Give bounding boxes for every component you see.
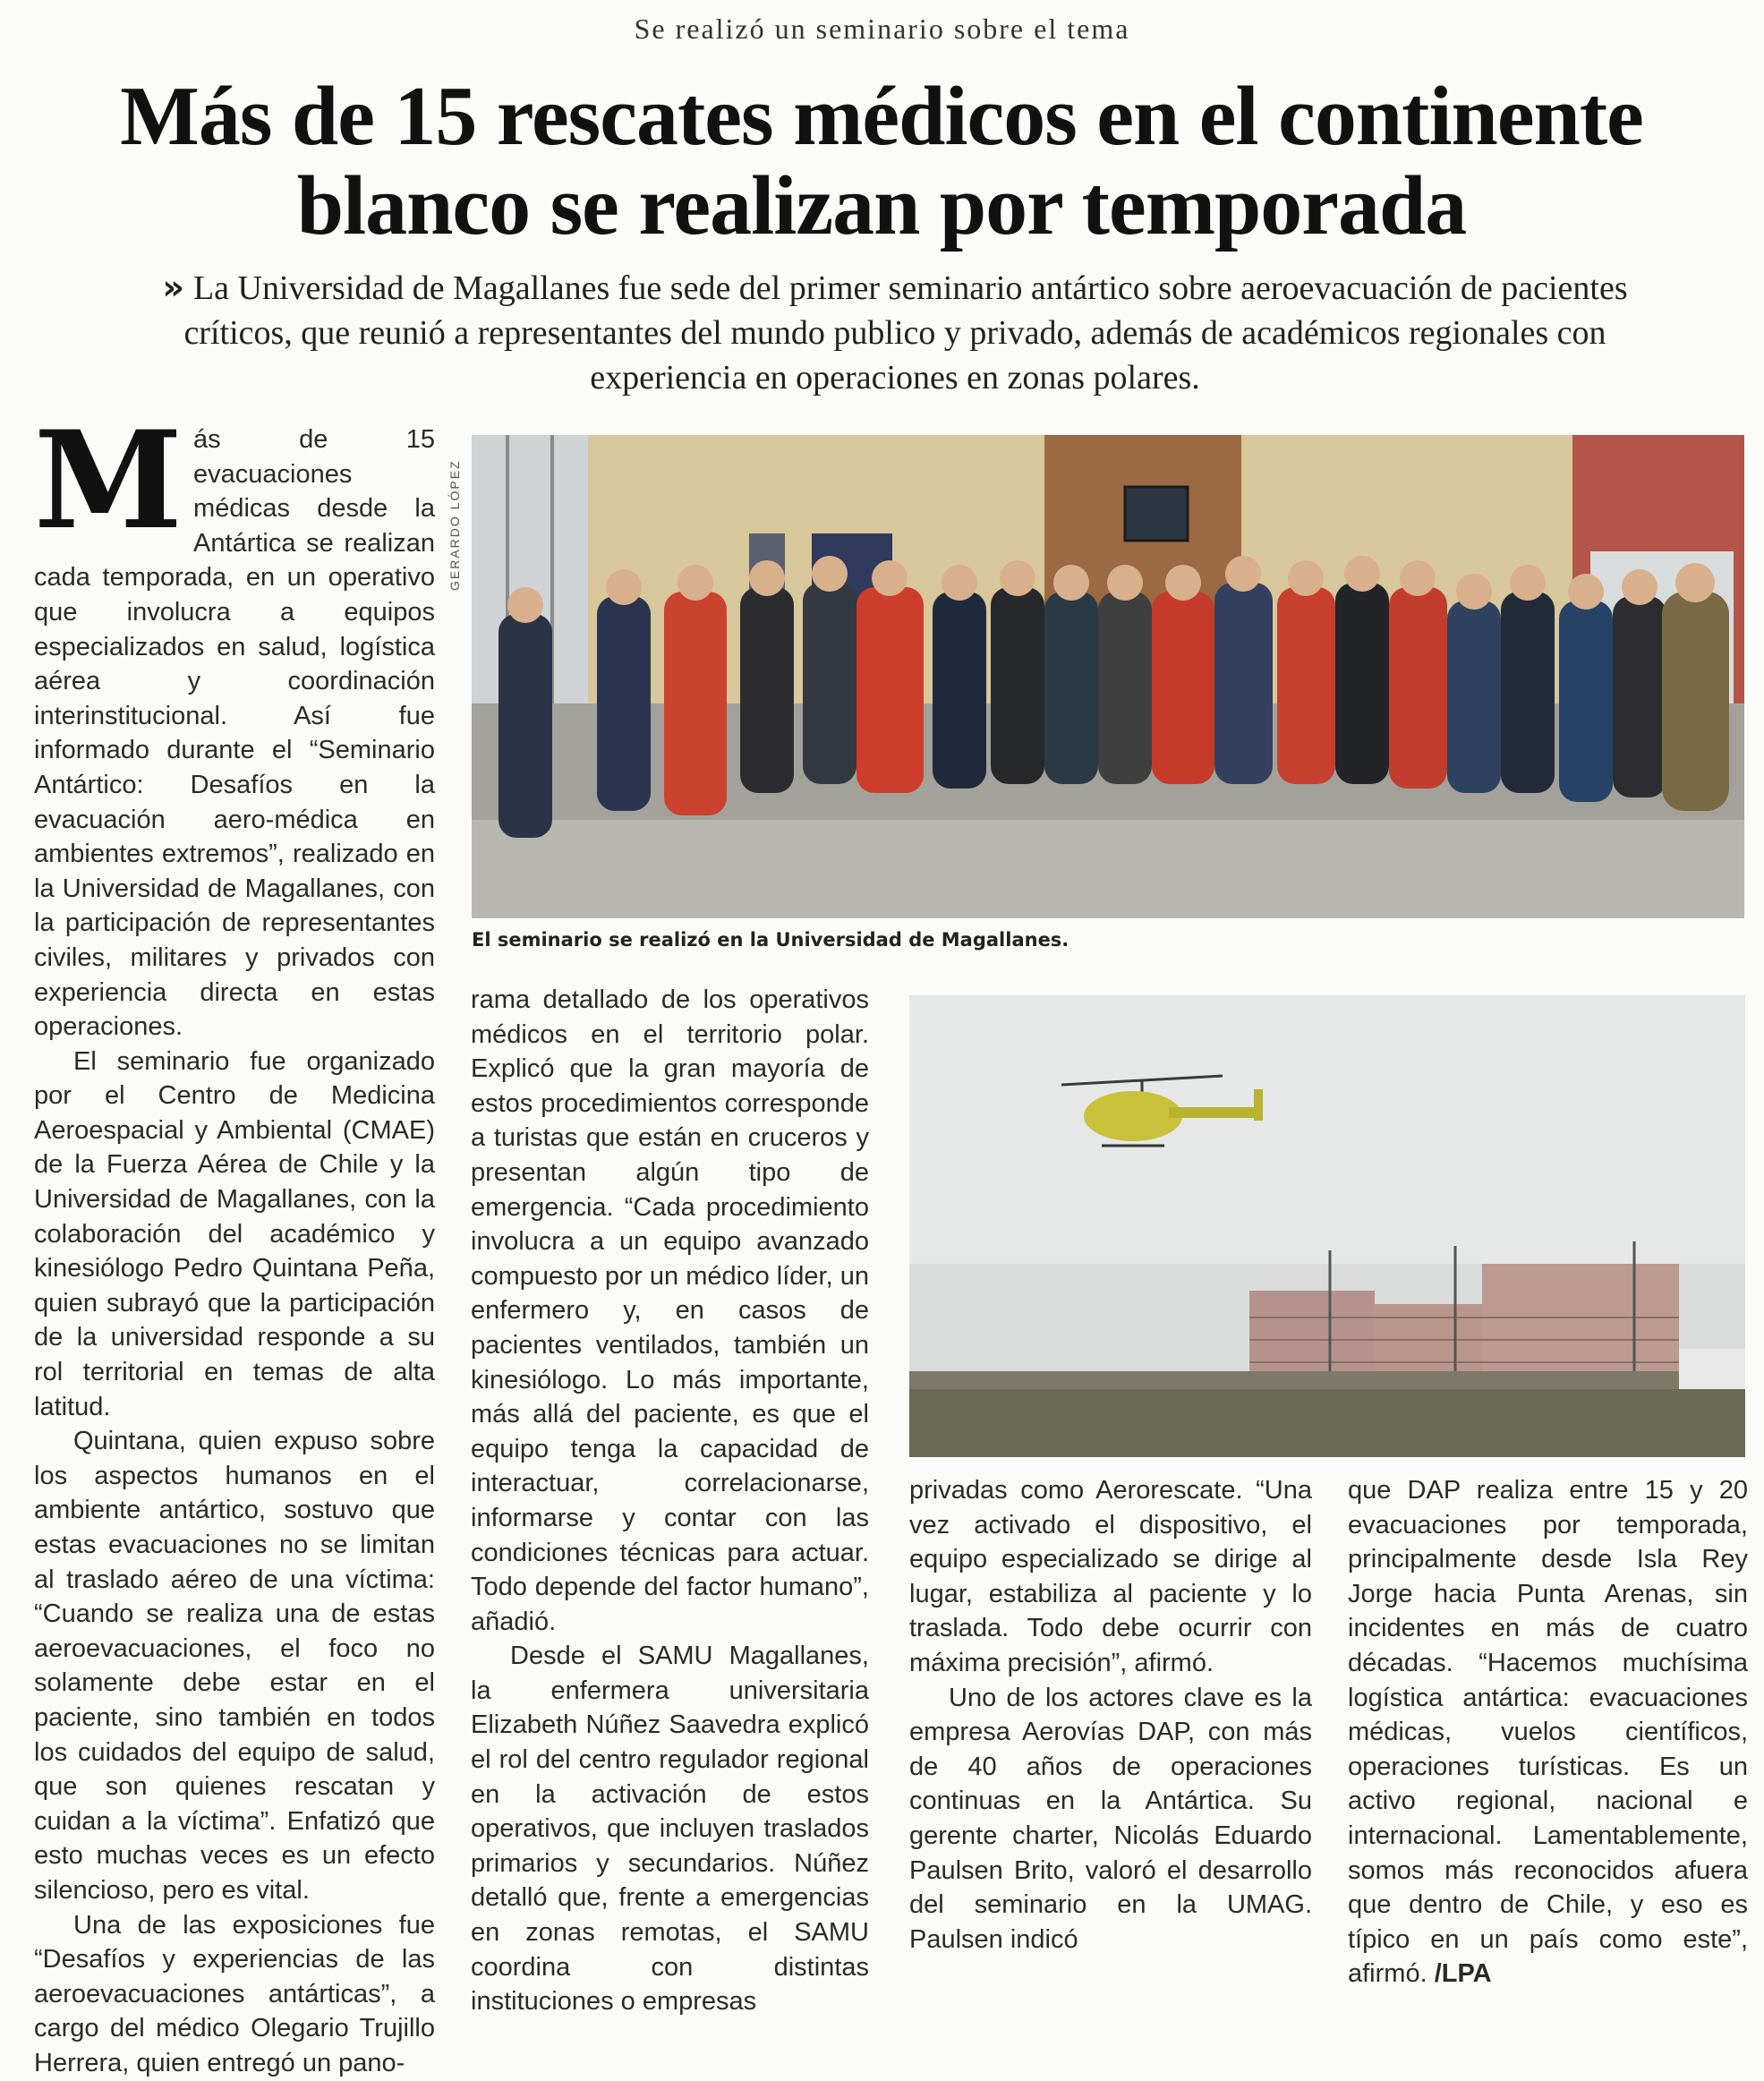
paragraph-6: Desde el SAMU Magallanes, la enfermera universitaria Elizabeth Núñez Saavedra explicó el rol del centro regulador regional en la activación de estos operativos, que incluyen traslados primarios y secundarios. Núñez detalló que, frente a emergencias en zonas remotas, el SAMU coordina con distintas instituciones o empresas <box>471 1642 869 2017</box>
deck <box>134 265 1656 400</box>
headline-line-1: Más de 15 rescates médicos en el continente <box>120 70 1643 163</box>
paragraph-5: rama detallado de los operativos médicos en el territorio polar. Explicó que la gran mayoría de estos procedimientos corresponde a turistas que están en cruceros y presentan algún tipo de emergencia. “Cada procedimiento involucra a un equipo avanzado compuesto por un médico líder, un enfermero y, en casos de pacientes ventilados, también un kinesiólogo. Lo más importante, más allá del paciente, es que el equipo tenga la capacidad de interactuar, correlacionarse, informarse y contar con las condiciones técnicas para actuar. Todo depende del factor humano”, añadió. <box>471 985 869 1636</box>
photo-credit: GERARDO LÓPEZ <box>447 459 462 591</box>
body-column-1 <box>34 402 435 2077</box>
body-column-3 <box>909 1473 1312 1954</box>
paragraph-1 <box>34 402 435 1045</box>
paragraph-3: Quintana, quien expuso sobre los aspectos humanos en el ambiente antártico, sostuvo que estas evacuaciones no se limitan al traslado aéreo de una víctima: “Cuando se realiza una de estas aeroevacuaciones, el foco no solamente debe estar en el paciente, sino también en todos los cuidados del equipo de salud, que son quienes rescatan y cuidan a la víctima”. Enfatizó que esto muchas veces es un efecto silencioso, pero es vital. <box>34 1427 435 1905</box>
paragraph-4: Una de las exposiciones fue “Desafíos y experiencias de las aeroevacuaciones antárticas”, a cargo del médico Olegario Trujillo Herrera, quien entregó un pano- <box>34 1910 435 2077</box>
helicopter-photo-illustration <box>909 995 1745 1457</box>
headline-line-2: blanco se realizan por temporada <box>296 159 1467 252</box>
photo-caption: El seminario se realizó en la Universidad de Magallanes. <box>472 929 1069 951</box>
body-column-2 <box>471 983 869 2017</box>
double-chevron-icon: » <box>162 268 184 307</box>
paragraph-8: Uno de los actores clave es la empresa Aerovías DAP, con más de 40 años de operaciones continuas en la Antártica. Su gerente charter, Nicolás Eduardo Paulsen Brito, valoró el desarrollo del seminario en la UMAG. Paulsen indicó <box>909 1683 1312 1954</box>
headline <box>54 72 1709 251</box>
dropcap: M <box>34 402 183 559</box>
paragraph-9 <box>1348 1473 1748 1991</box>
deck-text: La Universidad de Magallanes fue sede del primer seminario antártico sobre aeroevacuación de pacientes críticos, que reunió a representantes del mundo publico y privado, además de académicos regionales con experiencia en operaciones en zonas polares. <box>183 269 1628 397</box>
body-column-4 <box>1348 1473 1748 1989</box>
group-photo <box>472 435 1744 918</box>
paragraph-7: privadas como Aerorescate. “Una vez activado el dispositivo, el equipo especializado se dirige al lugar, estabiliza al paciente y lo traslada. Todo debe ocurrir con máxima precisión”, afirmó. <box>909 1476 1312 1677</box>
helicopter-photo <box>909 995 1745 1457</box>
paragraph-9-text: que DAP realiza entre 15 y 20 evacuaciones por temporada, principalmente desde Isla Rey Jorge hacia Punta Arenas, sin incidentes en más de cuatro décadas. “Hacemos muchísima logística antártica: evacuaciones médicas, vuelos científicos, operaciones turísticas. Es un activo regional, nacional e internacional. Lamentablemente, somos más reconocidos afuera que dentro de Chile, y eso es típico en un país como este”, afirmó. <box>1348 1476 1748 1989</box>
author-signature: /LPA <box>1434 1959 1492 1989</box>
group-photo-illustration <box>472 435 1744 918</box>
kicker: Se realizó un seminario sobre el tema <box>634 13 1130 45</box>
paragraph-1-text: ás de 15 evacuaciones médicas desde la Antártica se realizan cada temporada, en un operativo que involucra a equipos especializados en salud, logística aérea y coordinación interinstitucional. Así fue informado durante el “Seminario Antártico: Desafíos en la evacuación aero-médica en ambientes extremos”, realizado en la Universidad de Magallanes, con la participación de representantes civiles, militares y privados con experiencia directa en estas operaciones. <box>34 425 435 1042</box>
paragraph-2: El seminario fue organizado por el Centro de Medicina Aeroespacial y Ambiental (CMAE) de la Fuerza Aérea de Chile y la Universidad de Magallanes, con la colaboración del académico y kinesiólogo Pedro Quintana Peña, quien subrayó que la participación de la universidad responde a su rol territorial en temas de alta latitud. <box>34 1046 435 1421</box>
